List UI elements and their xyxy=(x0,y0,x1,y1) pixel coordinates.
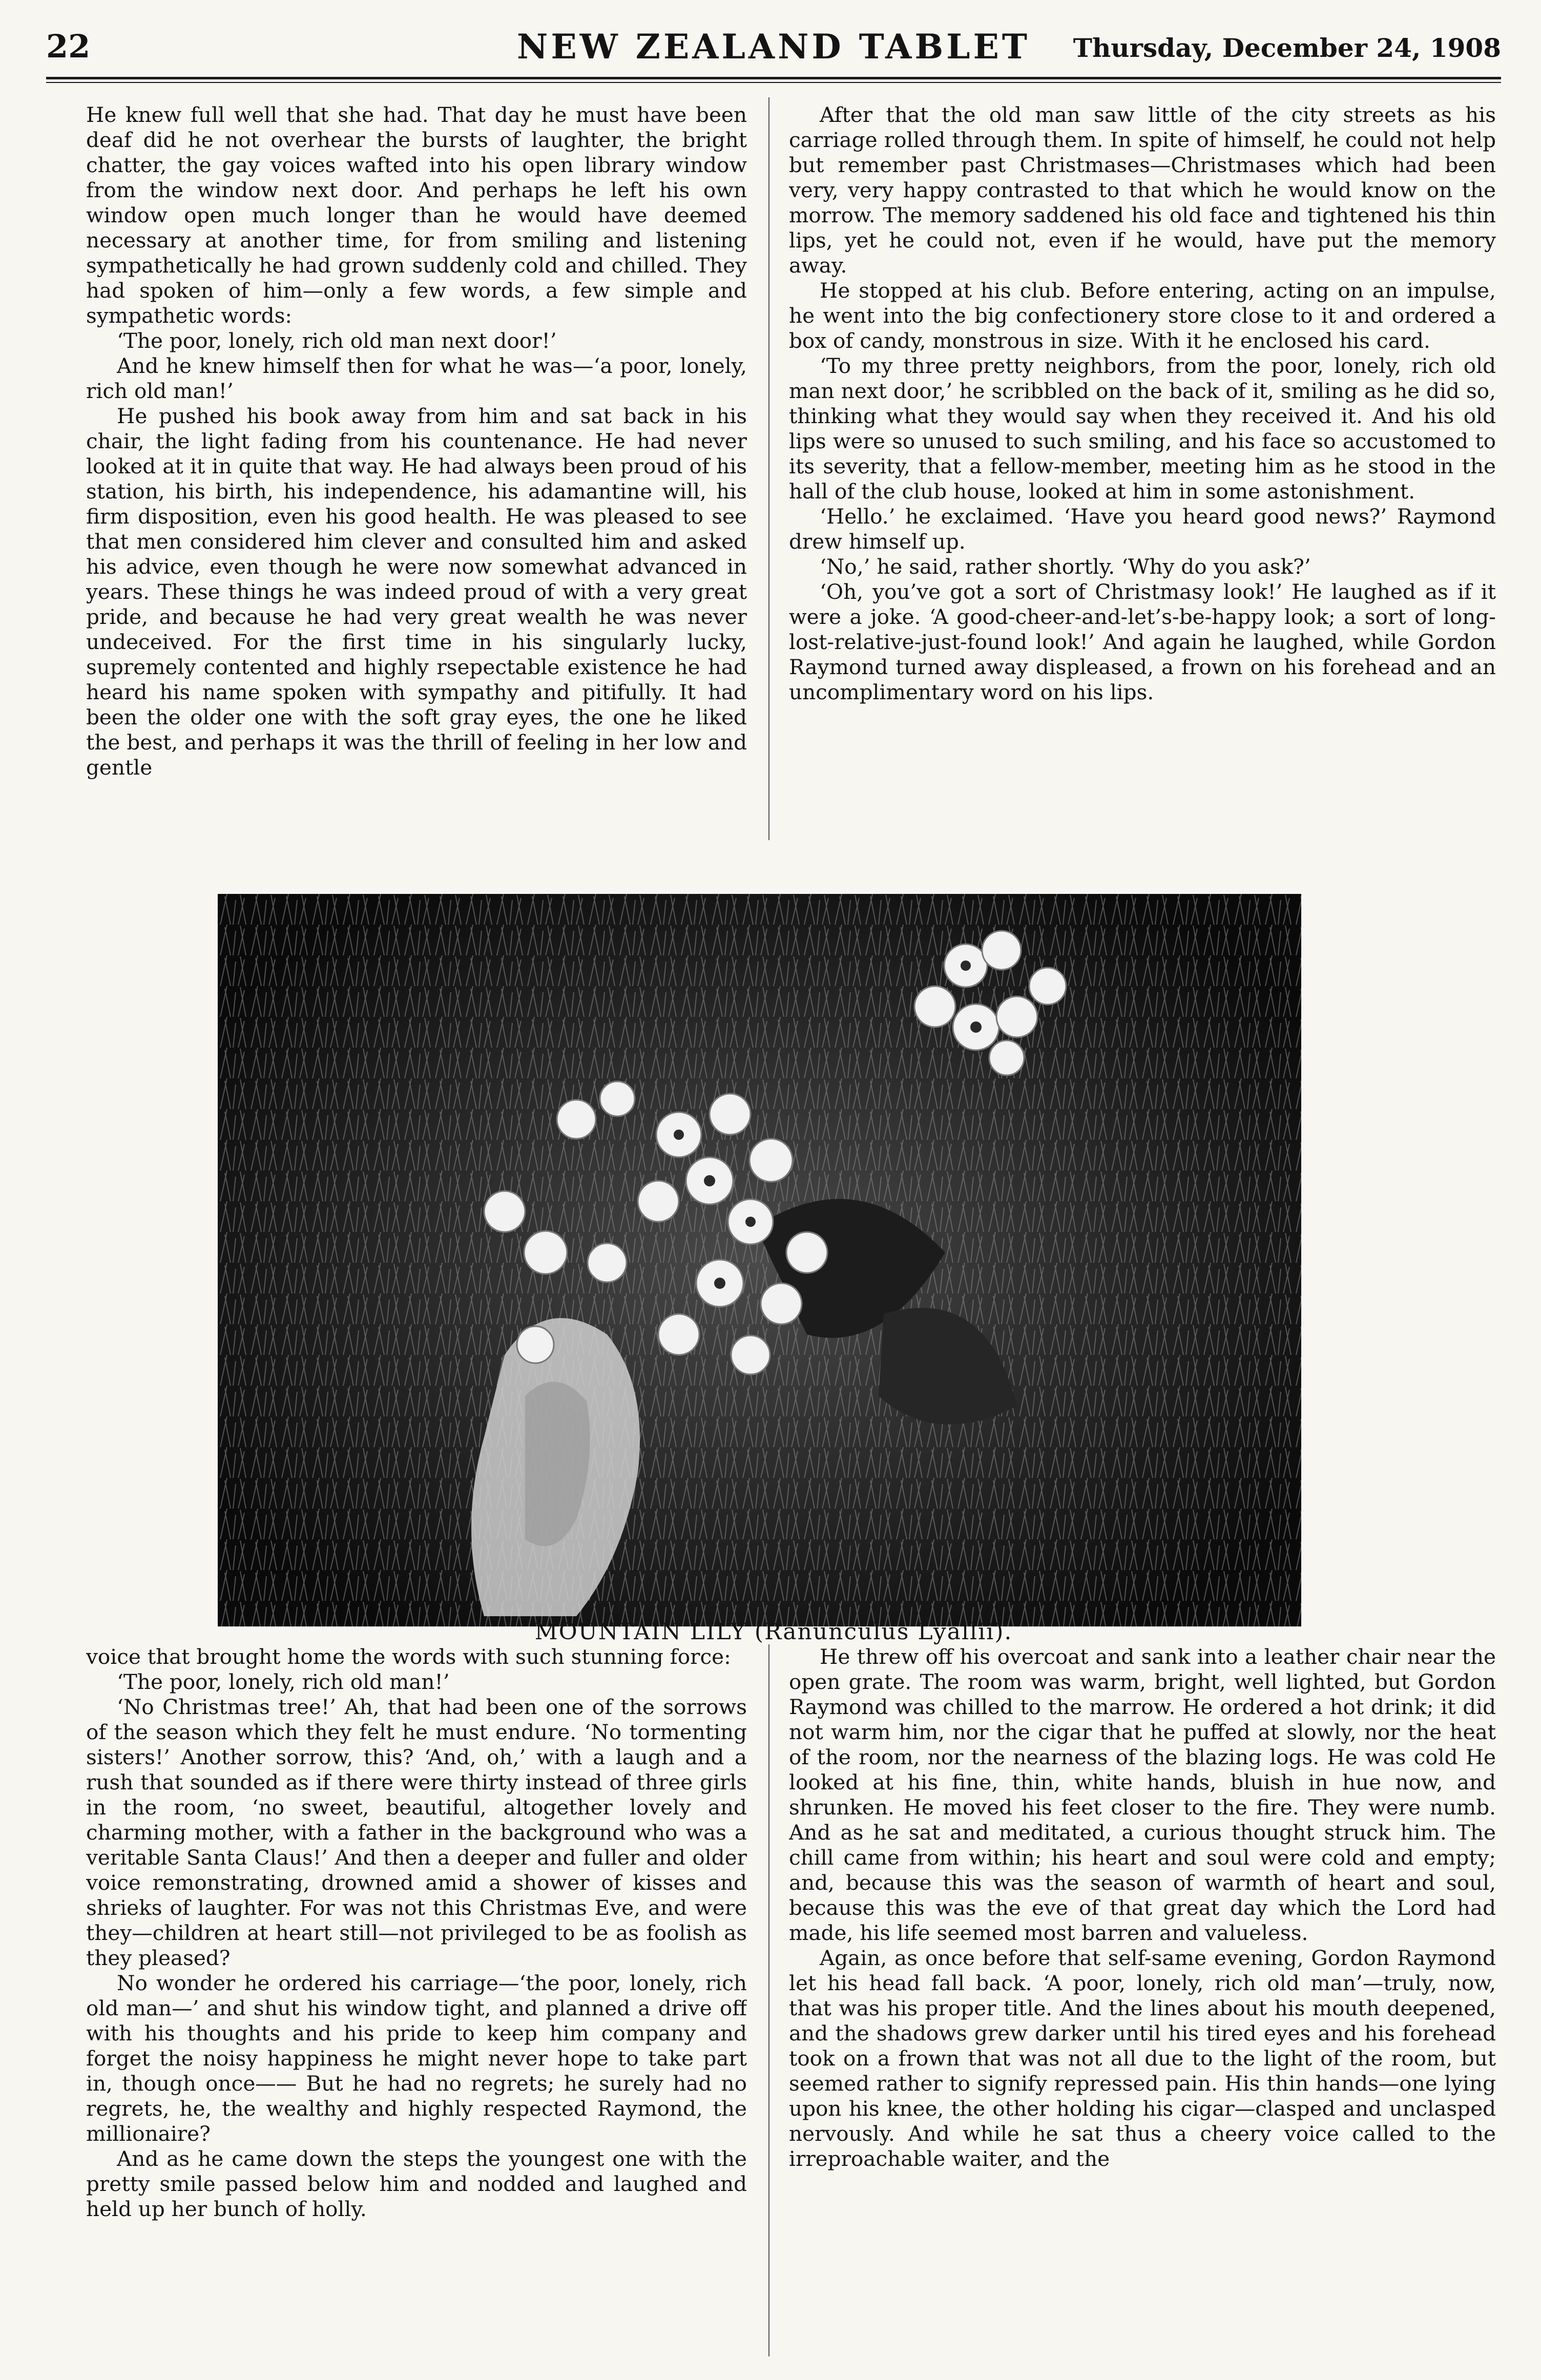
paragraph: He knew full well that she had. That day he must have been deaf did he not overhear the bursts of laughter, the bright chatter, the gay voices wafted into his open library window from the window next door. And perhaps he left his own window open much longer than he would have deemed necessary at another time, for from smiling and listening sympathetically he had grown suddenly cold and chilled. They had spoken of him—only a few words, a few simple and sympathetic words: xyxy=(86,102,747,328)
column-bottom-left xyxy=(86,1644,747,2362)
paragraph: voice that brought home the words with such stunning force: xyxy=(86,1644,731,1669)
figure-caption: MOUNTAIN LILY (Ranunculus Lyallii). xyxy=(534,1619,1013,1645)
column-divider xyxy=(768,1644,769,2356)
paragraph: He stopped at his club. Before entering, acting on an impulse, he went into the big confectionery store close to it and ordered a box of candy, monstrous in size. With it he enclosed his card. xyxy=(789,278,1496,353)
masthead-rule-thin xyxy=(46,82,1501,83)
paragraph: ‘No Christmas tree!’ Ah, that had been one of the sorrows of the season which they felt he must endure. ‘No tormenting sisters!’ Another sorrow, this? ‘And, oh,’ with a laugh and a rush that sounded as if there were thirty instead of three girls in the room, ‘no sweet, beautiful, altogether lovely and charming mother, with a father in the background who was a veritable Santa Claus!’ And then a deeper and fuller and older voice remonstrating, drowned amid a shower of kisses and shrieks of laughter. For was not this Christmas Eve, and were they—children at heart still—not privileged to be as foolish as they pleased? xyxy=(86,1695,747,1970)
paragraph: After that the old man saw little of the city streets as his carriage rolled through them. In spite of himself, he could not help but remember past Christmases—Christmases which had been very, very happy contrasted to that which he would know on the morrow. The memory saddened his old face and tightened his thin lips, yet he could not, even if he would, have put the memory away. xyxy=(789,102,1496,278)
paper-title: NEW ZEALAND TABLET xyxy=(517,27,1030,67)
column-top-right xyxy=(789,102,1496,840)
column-top-left xyxy=(86,102,747,840)
paragraph: ‘No,’ he said, rather shortly. ‘Why do you ask?’ xyxy=(820,554,1311,579)
paragraph: ‘Oh, you’ve got a sort of Christmasy look!’ He laughed as if it were a joke. ‘A good-cheer-and-let’s-be-happy look; a sort of long-lost-relative-just-found look!’ And again he laughed, while Gordon Raymond turned away displeased, a frown on his forehead and an uncomplimentary word on his lips. xyxy=(789,579,1496,704)
column-divider xyxy=(768,97,769,840)
column-bottom-right xyxy=(789,1644,1496,2362)
paragraph: And as he came down the steps the youngest one with the pretty smile passed below him and nodded and laughed and held up her bunch of holly. xyxy=(86,2146,747,2221)
paragraph: No wonder he ordered his carriage—‘the poor, lonely, rich old man—’ and shut his window tight, and planned a drive off with his thoughts and his pride to keep him company and forget the noisy happiness he might never hope to take part in, though once—— But he had no regrets; he surely had no regrets, he, the wealthy and highly respected Raymond, the millionaire? xyxy=(86,1971,747,2146)
paragraph: ‘The poor, lonely, rich old man next door!’ xyxy=(117,328,557,353)
page-number: 22 xyxy=(46,28,91,65)
paragraph: And he knew himself then for what he was—‘a poor, lonely, rich old man!’ xyxy=(86,353,747,403)
masthead-rule xyxy=(46,77,1501,79)
mountain-lily-photo xyxy=(218,894,1301,1626)
paragraph: He threw off his overcoat and sank into a leather chair near the open grate. The room was warm, bright, well lighted, but Gordon Raymond was chilled to the marrow. He ordered a hot drink; it did not warm him, nor the cigar that he puffed at slowly, nor the heat of the room, nor the nearness of the blazing logs. He was cold He looked at his fine, thin, white hands, bluish in hue now, and shrunken. He moved his feet closer to the fire. They were numb. And as he sat and meditated, a curious thought struck him. The chill came from within; his heart and soul were cold and empty; and, because this was the season of warmth of heart and soul, because this was the eve of that great day which the Lord had made, his life seemed most barren and valueless. xyxy=(789,1644,1496,1945)
paragraph: He pushed his book away from him and sat back in his chair, the light fading from his countenance. He had never looked at it in quite that way. He had always been proud of his station, his birth, his independence, his adamantine will, his firm disposition, even his good health. He was pleased to see that men considered him clever and consulted him and asked his advice, even though he were now somewhat advanced in years. These things he was indeed proud of with a very great pride, and because he had very great wealth he was never undeceived. For the first time in his singularly lucky, supremely contented and highly rsepectable existence he had heard his name spoken with sympathy and pitifully. It had been the older one with the soft gray eyes, the one he liked the best, and perhaps it was the thrill of feeling in her low and gentle xyxy=(86,404,747,780)
paragraph: ‘Hello.’ he exclaimed. ‘Have you heard good news?’ Raymond drew himself up. xyxy=(789,504,1496,554)
issue-date: Thursday, December 24, 1908 xyxy=(1073,33,1501,63)
paragraph: ‘To my three pretty neighbors, from the poor, lonely, rich old man next door,’ he scribbled on the back of it, smiling as he did so, thinking what they would say when they received it. And his old lips were so unused to such smiling, and his face so accustomed to its severity, that a fellow-member, meeting him as he stood in the hall of the club house, looked at him in some astonishment. xyxy=(789,353,1496,504)
paragraph: ‘The poor, lonely, rich old man!’ xyxy=(117,1669,450,1694)
paragraph: Again, as once before that self-same evening, Gordon Raymond let his head fall back. ‘A poor, lonely, rich old man’—truly, now, that was his proper title. And the lines about his mouth deepened, and the shadows grew darker until his tired eyes and his forehead took on a frown that was not all due to the light of the room, but seemed rather to signify repressed pain. His thin hands—one lying upon his knee, the other holding his cigar—clasped and unclasped nervously. And while he sat thus a cheery voice called to the irreproachable waiter, and the xyxy=(789,1946,1496,2171)
